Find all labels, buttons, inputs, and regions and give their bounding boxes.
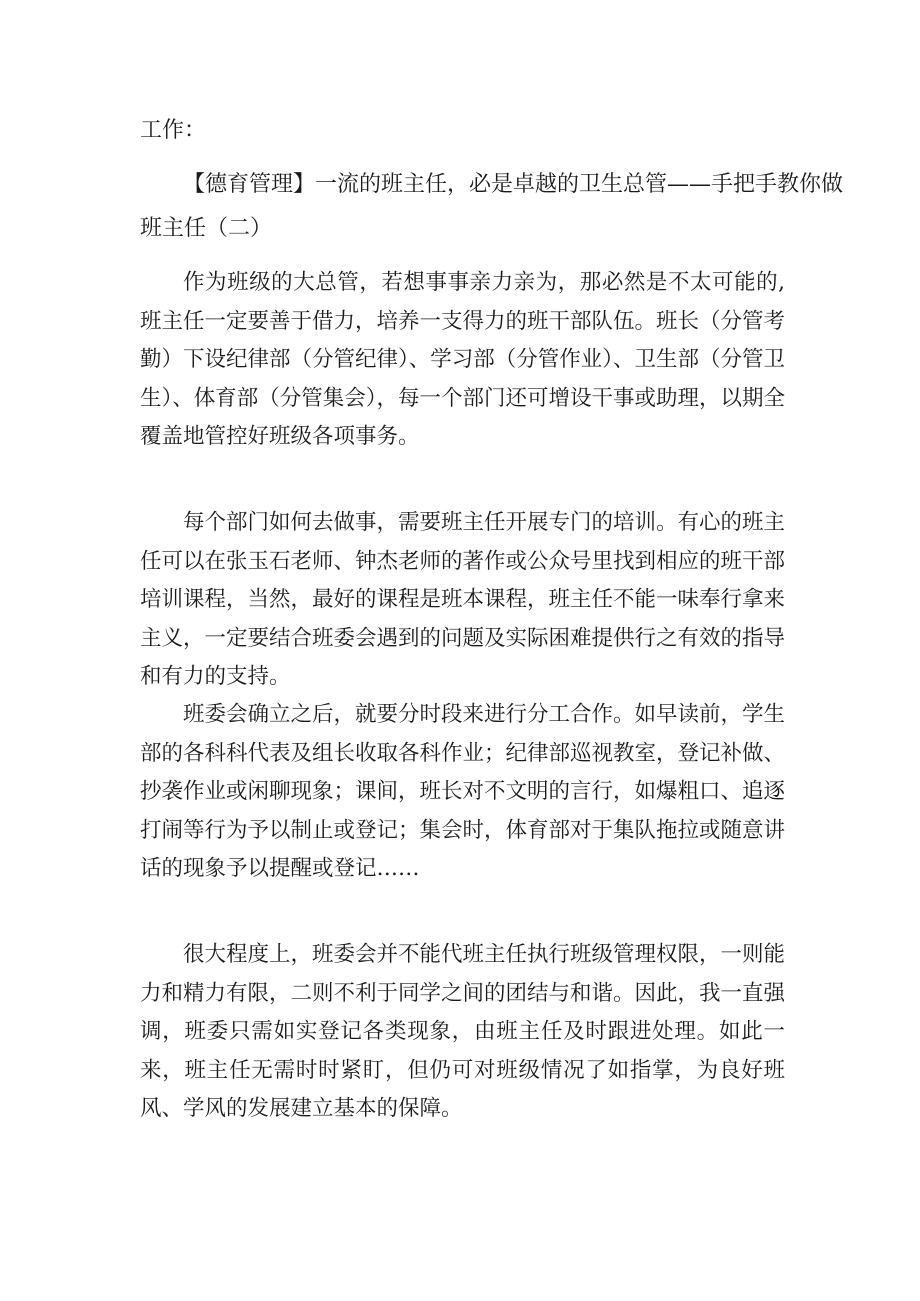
paragraph-4: 很大程度上，班委会并不能代班主任执行班级管理权限，一则能力和精力有限，二则不利于同学之间的团结与和谐。因此，我一直强调，班委只需如实登记各类现象，由班主任及时跟进处理。如此一来，班主任无需时时紧盯，但仍可对班级情况了如指掌，为良好班风、学风的发展建立基本的保障。 [140, 942, 786, 1121]
paragraph-1: 作为班级的大总管，若想事事亲力亲为，那必然是不太可能的,班主任一定要善于借力，培养一支得力的班干部队伍。班长（分管考勤）下设纪律部（分管纪律）、学习部（分管作业）、卫生部（分管卫生）、体育部（分管集会），每一个部门还可增设干事或助理，以期全覆盖地管控好班级各项事务。 [140, 270, 786, 449]
article-title-line-2: 班主任（二） [140, 216, 273, 241]
paragraph-3: 班委会确立之后，就要分时段来进行分工合作。如早读前，学生部的各科科代表及组长收取各科作业；纪律部巡视教室，登记补做、抄袭作业或闲聊现象；课间，班长对不文明的言行，如爆粗口、追逐打闹等行为予以制止或登记；集会时，体育部对于集队拖拉或随意讲话的现象予以提醒或登记…… [140, 702, 786, 881]
lead-text: 工作： [140, 118, 207, 143]
article-title-line-1: 【德育管理】一流的班主任，必是卓越的卫生总管——手把手教你做 [183, 172, 844, 197]
paragraph-2: 每个部门如何去做事，需要班主任开展专门的培训。有心的班主任可以在张玉石老师、钟杰老师的著作或公众号里找到相应的班干部培训课程，当然，最好的课程是班本课程，班主任不能一味奉行拿来主义，一定要结合班委会遇到的问题及实际困难提供行之有效的指导和有力的支持。 [140, 510, 786, 689]
